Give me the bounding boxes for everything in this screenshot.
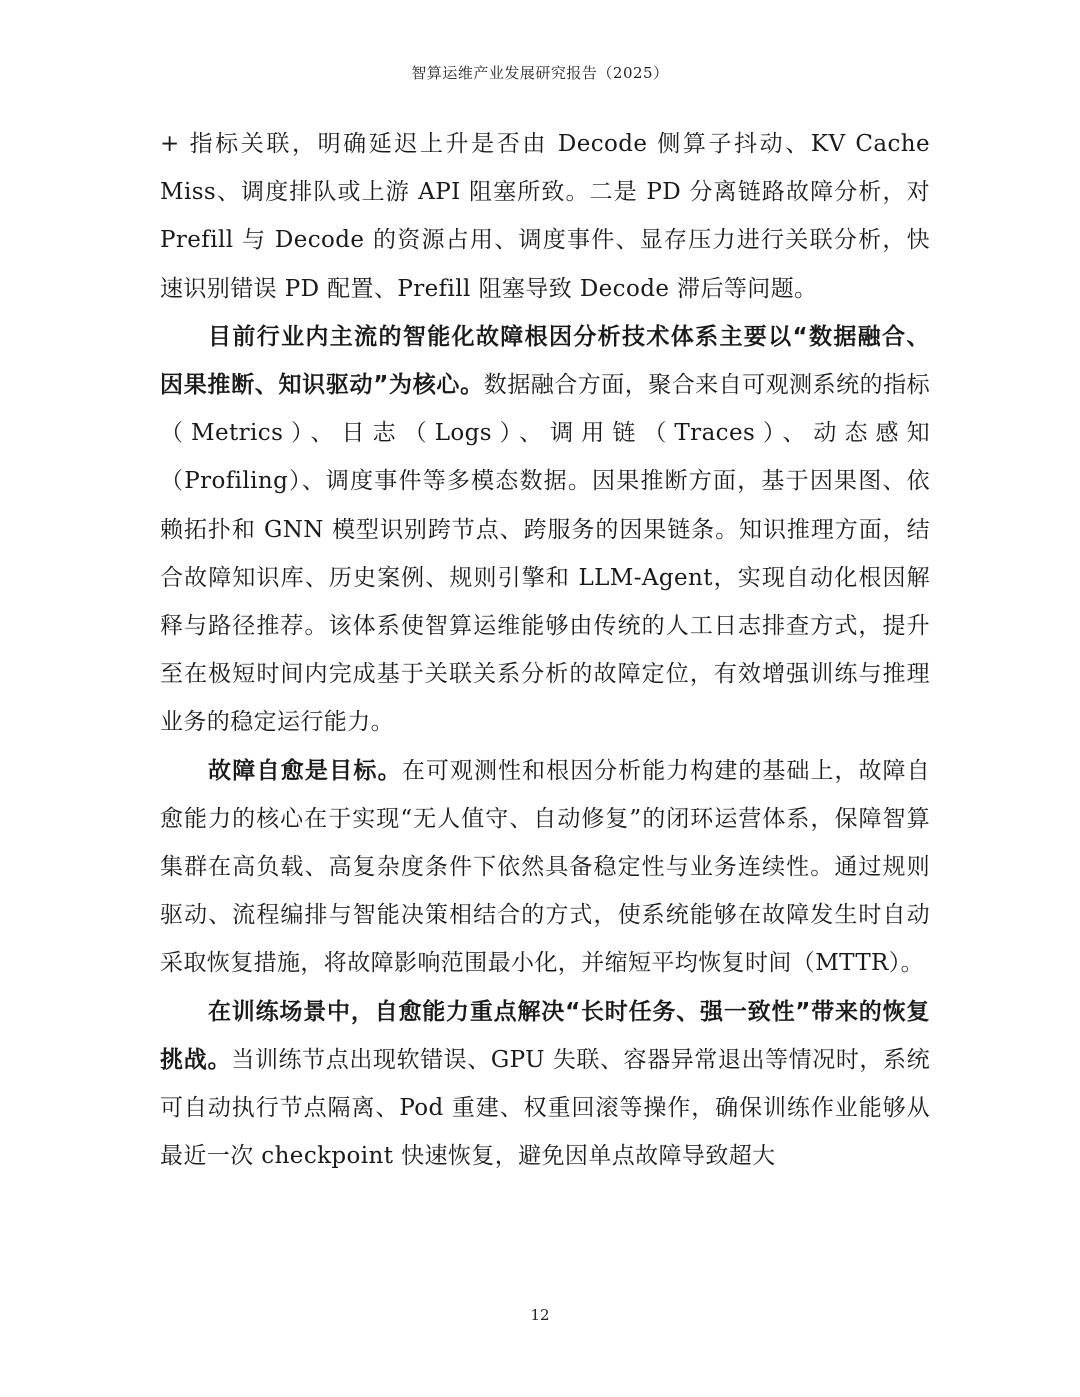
paragraph-self-healing xyxy=(160,747,930,988)
running-header: 智算运维产业发展研究报告（2025） xyxy=(411,64,669,82)
paragraph-text: + 指标关联，明确延迟上升是否由 Decode 侧算子抖动、KV Cache Miss、调度排队或上游 API 阻塞所致。二是 PD 分离链路故障分析，对 Prefill 与 Decode 的资源占用、调度事件、显存压力进行关联分析，快速识别错误 PD 配置、Prefill 阻塞导致 Decode 滞后等问题。 xyxy=(160,131,930,302)
paragraph-lead: 目前行业内主流的智能化故障根因分析技术体系主要以“数据融合、因果推断、知识驱动”为核心。 xyxy=(160,323,930,399)
page-number: 12 xyxy=(530,1306,550,1324)
paragraph-lead: 故障自愈是目标。 xyxy=(208,757,402,784)
paragraph-rca-framework xyxy=(160,313,930,747)
paragraph-text: 当训练节点出现软错误、GPU 失联、容器异常退出等情况时，系统可自动执行节点隔离、Pod 重建、权重回滚等操作，确保训练作业能够从最近一次 checkpoint 快速恢复，避免因单点故障导致超大 xyxy=(160,1046,930,1170)
paragraph-continuation xyxy=(160,120,930,313)
paragraph-training-recovery xyxy=(160,988,930,1181)
paragraph-text: 数据融合方面，聚合来自可观测系统的指标（Metrics）、日志（Logs）、调用链（Traces）、动态感知（Profiling）、调度事件等多模态数据。因果推断方面，基于因果图、依赖拓扑和 GNN 模型识别跨节点、跨服务的因果链条。知识推理方面，结合故障知识库、历史案例、规则引擎和 LLM-Agent，实现自动化根因解释与路径推荐。该体系使智算运维能够由传统的人工日志排查方式，提升至在极短时间内完成基于关联关系分析的故障定位，有效增强训练与推理业务的稳定运行能力。 xyxy=(160,372,930,736)
body-text xyxy=(160,120,930,1180)
paragraph-text: 在可观测性和根因分析能力构建的基础上，故障自愈能力的核心在于实现“无人值守、自动修复”的闭环运营体系，保障智算集群在高负载、高复杂度条件下依然具备稳定性与业务连续性。通过规则驱动、流程编排与智能决策相结合的方式，使系统能够在故障发生时自动采取恢复措施，将故障影响范围最小化，并缩短平均恢复时间（MTTR）。 xyxy=(160,757,930,977)
paragraph-lead: 在训练场景中，自愈能力重点解决“长时任务、强一致性”带来的恢复挑战。 xyxy=(160,998,930,1073)
